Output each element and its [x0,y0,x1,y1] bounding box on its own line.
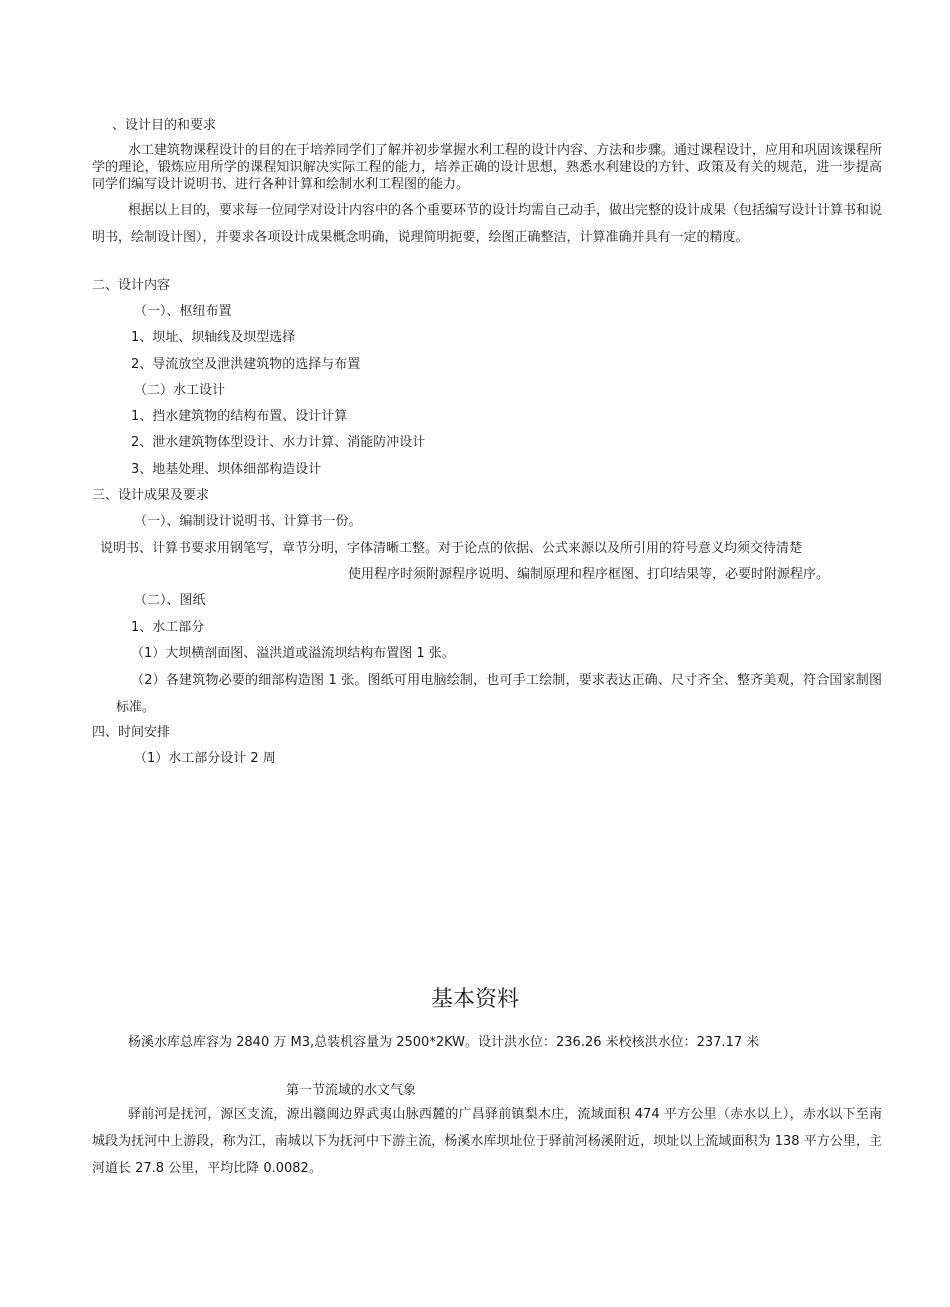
subheading-layout: （一）、枢纽布置 [134,304,232,319]
requirement-line: 使用程序时须附源程序说明、编制原理和程序框图、打印结果等，必要时附源程序。 [348,567,830,582]
reservoir-summary: 杨溪水库总库容为 2840 万 M3,总装机容量为 2500*2KW。设计洪水位：236.26 米校核洪水位：237.17 米 [128,1035,760,1050]
subheading-hydraulic-design: （二）水工设计 [134,383,226,398]
subheading-drawings: （二）、图纸 [134,593,206,608]
subheading-manual: （一）、编制设计说明书、计算书一份。 [134,514,362,529]
section-heading-content: 二、设计内容 [92,278,171,293]
paragraph-requirements: 根据以上目的，要求每一位同学对设计内容中的各个重要环节的设计均需自己动手，做出完整的设计成果（包括编写设计计算书和说明书，绘制设计图），并要求各项设计成果概念明确，说理简明扼要，绘图正确整洁，计算准确并具有一定的精度。 [92,203,883,245]
section-title-hydrology: 第一节流域的水文气象 [286,1083,417,1098]
requirement-line: 说明书、计算书要求用钢笔写，章节分明，字体清晰工整。对于论点的依据、公式来源以及所引用的符号意义均须交待清楚 [100,541,803,556]
list-item: 1、水工部分 [131,620,205,635]
section-heading-purpose: 、设计目的和要求 [112,118,217,133]
section-heading-results: 三、设计成果及要求 [92,488,210,503]
list-item: 2、导流放空及泄洪建筑物的选择与布置 [131,357,361,372]
list-item: （1）大坝横剖面图、溢洪道或溢流坝结构布置图 1 张。 [131,646,455,661]
paragraph-purpose: 水工建筑物课程设计的目的在于培养同学们了解并初步掌握水利工程的设计内容、方法和步骤。通过课程设计，应用和巩固该课程所学的理论，锻炼应用所学的课程知识解决实际工程的能力，培养正确的设计思想，熟悉水利建设的方针、政策及有关的规范，进一步提高同学们编写设计说明书、进行各种计算和绘制水利工程图的能力。 [92,143,883,192]
section-heading-schedule: 四、时间安排 [92,725,171,740]
page-title: 基本资料 [430,987,519,1012]
list-item: （1）水工部分设计 2 周 [134,751,276,766]
list-item: 1、挡水建筑物的结构布置、设计计算 [131,409,348,424]
list-item: 1、坝址、坝轴线及坝型选择 [131,330,296,345]
list-item: （2）各建筑物必要的细部构造图 1 张。图纸可用电脑绘制，也可手工绘制，要求表达正确、尺寸齐全、整齐美观，符合国家制图标准。 [116,673,882,715]
paragraph-hydrology: 驿前河是抚河，源区支流，源出赣闽边界武夷山脉西麓的广昌驿前镇梨木庄，流域面积 474 平方公里（赤水以上），赤水以下至南城段为抚河中上游段，称为江，南城以下为抚河中下游主流，杨溪水库坝址位于驿前河杨溪附近，坝址以上流域面积为 138 平方公里，主河道长 27.8 公里，平均比降 0.0082。 [92,1107,882,1176]
list-item: 2、泄水建筑物体型设计、水力计算、消能防冲设计 [131,435,426,450]
list-item: 3、地基处理、坝体细部构造设计 [131,462,322,477]
